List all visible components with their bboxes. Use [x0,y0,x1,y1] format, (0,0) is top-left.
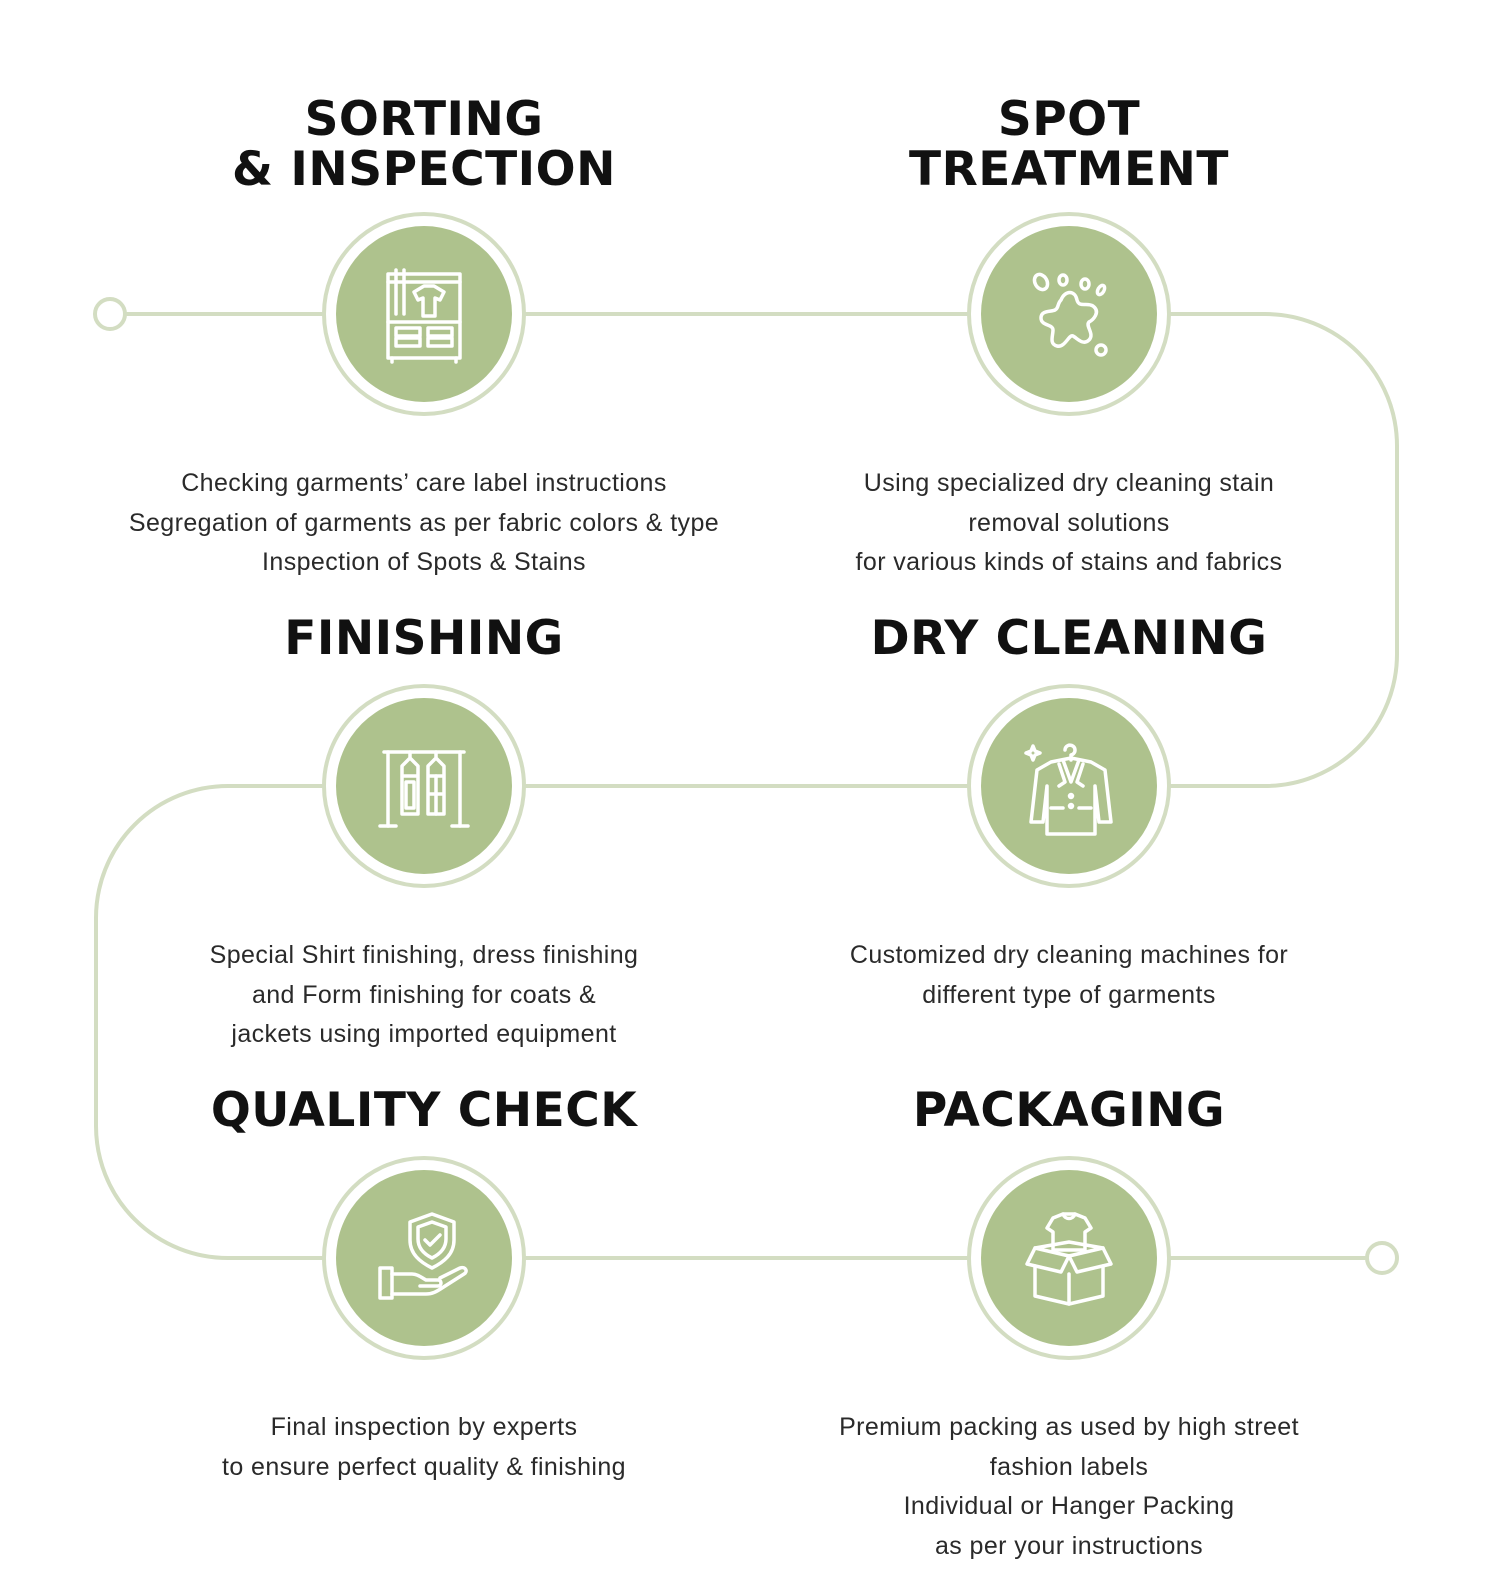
stain-splash-icon [1019,264,1119,364]
shield-hand-icon [374,1208,474,1308]
step-description [74,1408,774,1487]
step-badge [322,212,526,416]
description-line: Customized dry cleaning machines for [849,941,1289,969]
description-line: and Form finishing for coats & [251,980,597,1009]
step-badge [967,1156,1171,1360]
step-badge [322,1156,526,1360]
description-line: Inspection of Spots & Stains [262,548,586,576]
step-title-line: SORTING [304,92,544,147]
step-description [74,936,774,1055]
description-line: removal solutions [968,508,1170,537]
step-title-line: QUALITY CHECK [210,1083,638,1138]
step-badge [967,684,1171,888]
step-description [719,1408,1419,1566]
step-badge [967,212,1171,416]
description-line: Premium packing as used by high street [839,1413,1299,1441]
garment-rack-icon [374,736,474,836]
step-title-line: TREATMENT [909,142,1229,197]
step-title [74,611,774,666]
step-title [719,1083,1419,1138]
description-line: for various kinds of stains and fabrics [855,548,1283,576]
step-description [719,936,1419,1015]
description-line: to ensure perfect quality & finishing [222,1452,626,1481]
step-title-line: PACKAGING [912,1083,1226,1138]
step-title-line: & INSPECTION [232,142,616,197]
shirt-box-icon [1019,1208,1119,1308]
step-description [719,464,1419,583]
step-title-line: SPOT [997,92,1141,147]
step-badge [322,684,526,888]
description-line: fashion labels [989,1452,1149,1481]
end-node [1367,1243,1397,1273]
suit-on-hanger-icon [1019,736,1119,836]
description-line: as per your instructions [934,1531,1204,1560]
description-line: Segregation of garments as per fabric colors & type [128,508,720,537]
step-title [719,611,1419,666]
step-description [74,464,774,583]
step-title [719,92,1419,197]
wardrobe-icon [374,264,474,364]
description-line: jackets using imported equipment [231,1020,617,1048]
step-title-line: FINISHING [284,611,564,666]
step-title [74,92,774,197]
description-line: Checking garments’ care label instructions [181,469,667,497]
description-line: Individual or Hanger Packing [903,1492,1235,1520]
step-title [74,1083,774,1138]
description-line: Final inspection by experts [270,1413,578,1441]
start-node [95,299,125,329]
description-line: Using specialized dry cleaning stain [863,469,1275,497]
description-line: Special Shirt finishing, dress finishing [209,941,639,969]
description-line: different type of garments [922,980,1216,1009]
step-title-line: DRY CLEANING [870,611,1268,666]
